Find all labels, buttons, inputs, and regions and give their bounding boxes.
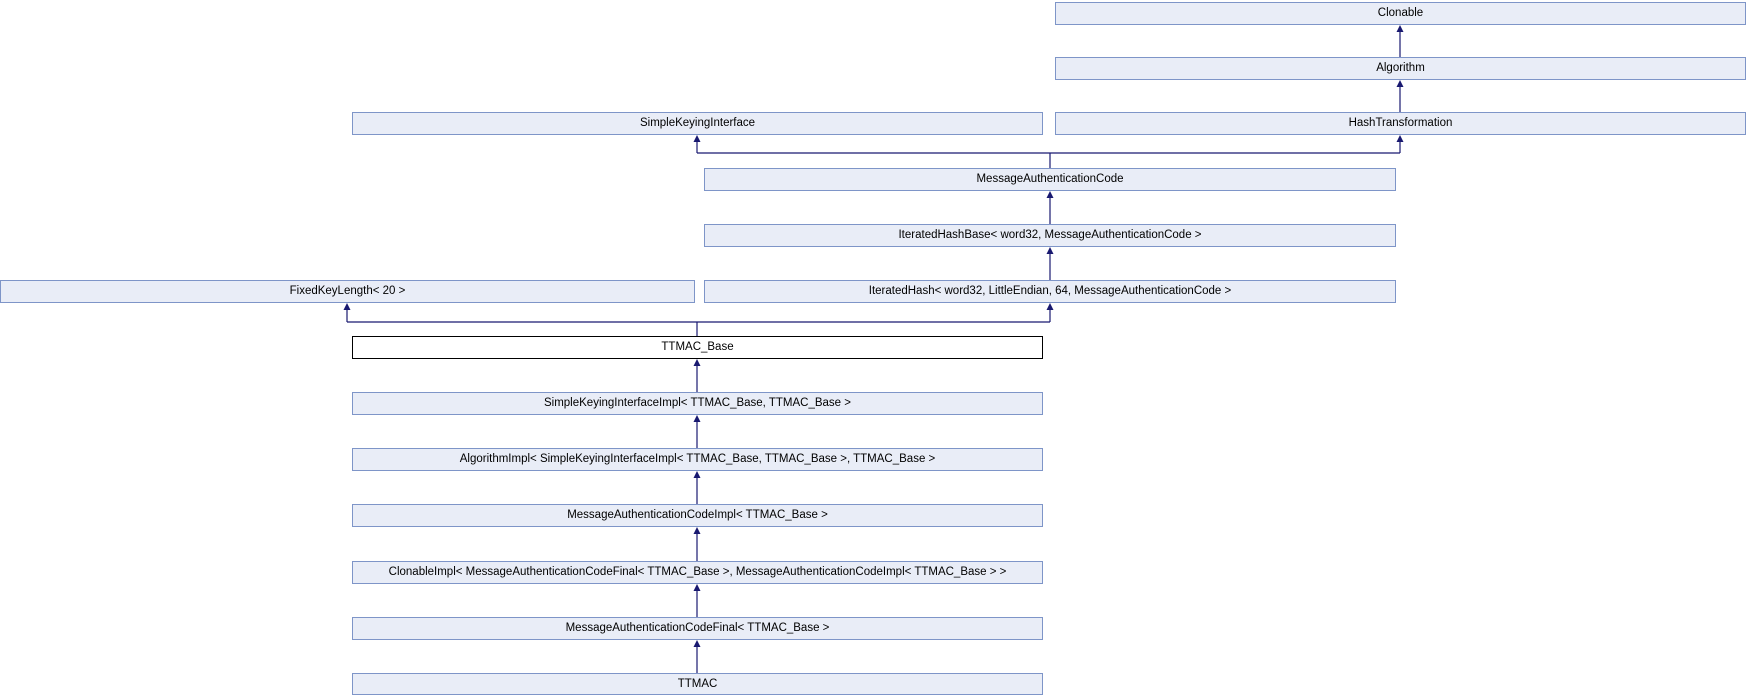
inheritance-arrowhead-icon <box>1047 247 1054 254</box>
class-node-algorithm[interactable]: Algorithm <box>1055 57 1746 80</box>
inheritance-arrowhead-icon <box>694 471 701 478</box>
inheritance-arrowhead-icon <box>344 303 351 310</box>
inheritance-arrowhead-icon <box>694 415 701 422</box>
inheritance-arrowhead-icon <box>694 640 701 647</box>
class-node-clonable_impl[interactable]: ClonableImpl< MessageAuthenticationCodeFinal< TTMAC_Base >, MessageAuthenticationCodeImpl< TTMAC_Base > > <box>352 561 1043 584</box>
class-node-simple_keying_interface[interactable]: SimpleKeyingInterface <box>352 112 1043 135</box>
inheritance-arrowhead-icon <box>1047 303 1054 310</box>
class-node-hash_transformation[interactable]: HashTransformation <box>1055 112 1746 135</box>
inheritance-arrowhead-icon <box>694 527 701 534</box>
class-node-message_authentication_code[interactable]: MessageAuthenticationCode <box>704 168 1396 191</box>
inheritance-arrowhead-icon <box>694 359 701 366</box>
inheritance-arrowhead-icon <box>1397 80 1404 87</box>
inheritance-arrowhead-icon <box>694 135 701 142</box>
class-node-simple_keying_interface_impl[interactable]: SimpleKeyingInterfaceImpl< TTMAC_Base, TTMAC_Base > <box>352 392 1043 415</box>
class-node-iterated_hash[interactable]: IteratedHash< word32, LittleEndian, 64, MessageAuthenticationCode > <box>704 280 1396 303</box>
class-node-fixed_key_length[interactable]: FixedKeyLength< 20 > <box>0 280 695 303</box>
class-node-ttmac[interactable]: TTMAC <box>352 673 1043 695</box>
inheritance-arrowhead-icon <box>1047 191 1054 198</box>
class-node-ttmac_base: TTMAC_Base <box>352 336 1043 359</box>
inheritance-arrowhead-icon <box>1397 25 1404 32</box>
class-node-iterated_hash_base[interactable]: IteratedHashBase< word32, MessageAuthenticationCode > <box>704 224 1396 247</box>
inheritance-arrowhead-icon <box>694 584 701 591</box>
inheritance-arrowhead-icon <box>1397 135 1404 142</box>
class-node-algorithm_impl[interactable]: AlgorithmImpl< SimpleKeyingInterfaceImpl< TTMAC_Base, TTMAC_Base >, TTMAC_Base > <box>352 448 1043 471</box>
class-node-clonable[interactable]: Clonable <box>1055 2 1746 25</box>
class-node-message_authentication_code_impl[interactable]: MessageAuthenticationCodeImpl< TTMAC_Base > <box>352 504 1043 527</box>
class-node-message_authentication_code_final[interactable]: MessageAuthenticationCodeFinal< TTMAC_Base > <box>352 617 1043 640</box>
